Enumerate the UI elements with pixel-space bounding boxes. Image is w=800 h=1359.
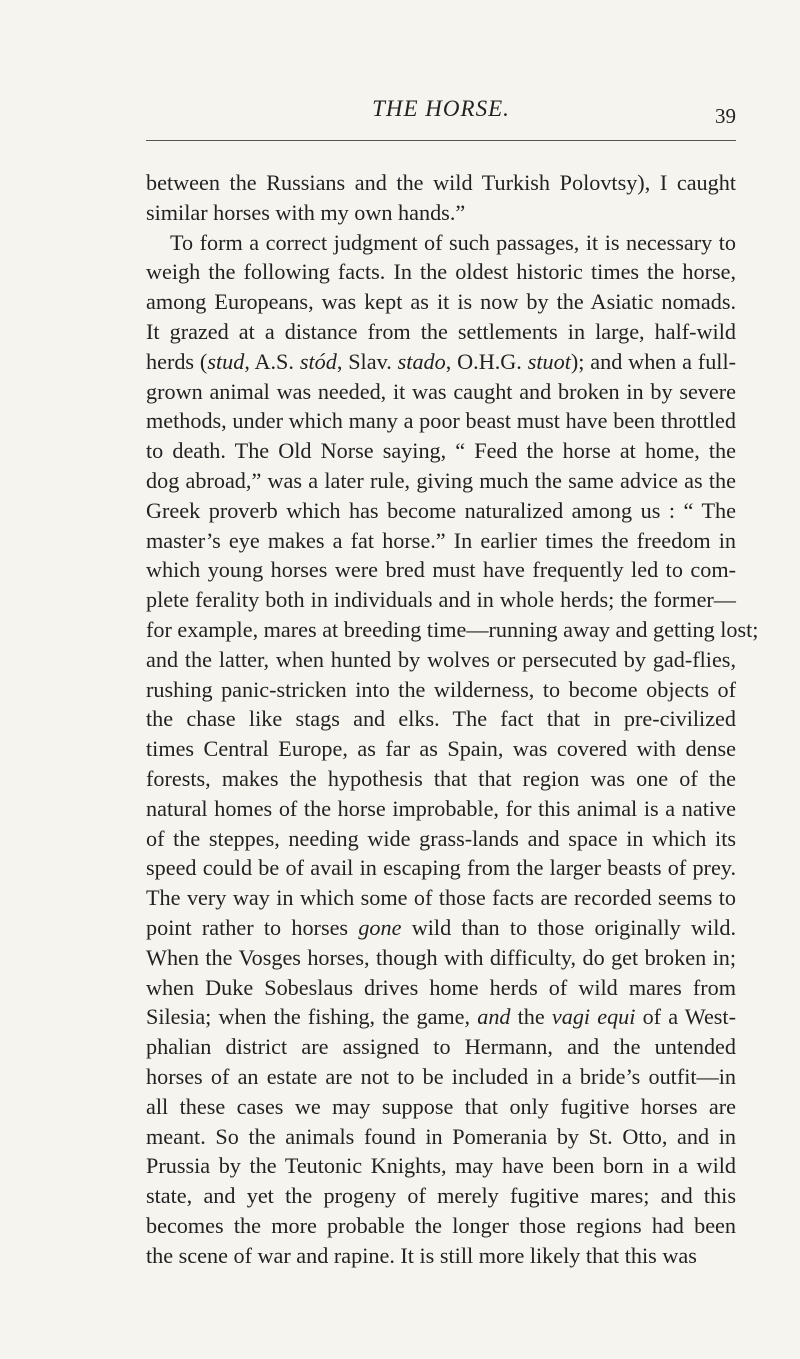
text-line bbox=[146, 466, 736, 496]
italic-text: stód bbox=[299, 348, 337, 374]
text-line bbox=[146, 1002, 736, 1032]
text-line bbox=[146, 436, 736, 466]
text-line bbox=[146, 585, 736, 615]
text-line bbox=[146, 317, 736, 347]
text-run: for example, mares at breeding time—running away and getting lost; bbox=[146, 616, 759, 642]
text-line bbox=[146, 615, 759, 645]
text-run: To form a correct judgment of such passages, it is necessary to bbox=[170, 229, 736, 255]
running-title: THE HORSE. bbox=[372, 96, 510, 121]
text-line bbox=[146, 1241, 736, 1271]
text-line bbox=[146, 824, 736, 854]
text-run: which young horses were bred must have frequently led to com- bbox=[146, 557, 736, 583]
italic-text: stuot bbox=[527, 348, 571, 374]
text-run: , A.S. bbox=[244, 348, 300, 374]
text-run: Silesia; when the fishing, the game, bbox=[146, 1004, 478, 1030]
text-line bbox=[146, 228, 736, 258]
text-run: of a West- bbox=[635, 1004, 736, 1030]
text-run: the chase like stags and elks. The fact that in pre-civilized bbox=[146, 706, 736, 732]
italic-text: vagi equi bbox=[551, 1004, 636, 1030]
text-run: becomes the more probable the longer those regions had been bbox=[146, 1212, 736, 1238]
text-run: , O.H.G. bbox=[445, 348, 528, 374]
text-run: Prussia by the Teutonic Knights, may have been born in a wild bbox=[146, 1153, 736, 1179]
text-run: grown animal was needed, it was caught and broken in by severe bbox=[146, 378, 736, 404]
text-line bbox=[146, 1151, 736, 1181]
text-line bbox=[146, 913, 736, 943]
italic-text: gone bbox=[358, 914, 402, 940]
text-run: the scene of war and rapine. It is still more likely that this was bbox=[146, 1242, 697, 1268]
text-line bbox=[146, 645, 736, 675]
text-line bbox=[146, 1032, 736, 1062]
text-run: state, and yet the progeny of merely fugitive mares; and this bbox=[146, 1183, 736, 1209]
text-line bbox=[146, 287, 736, 317]
text-line bbox=[146, 377, 736, 407]
text-line bbox=[146, 1181, 736, 1211]
text-line bbox=[146, 1062, 736, 1092]
text-line bbox=[146, 1211, 736, 1241]
text-run: herds ( bbox=[146, 348, 208, 374]
text-line bbox=[146, 1122, 736, 1152]
text-line bbox=[146, 973, 736, 1003]
text-run: plete ferality both in individuals and in whole herds; the former— bbox=[146, 587, 736, 613]
text-line bbox=[146, 675, 736, 705]
text-run: phalian district are assigned to Hermann, and the untended bbox=[146, 1034, 736, 1060]
text-run: of the steppes, needing wide grass-lands and space in which its bbox=[146, 825, 736, 851]
text-line bbox=[146, 704, 736, 734]
text-line bbox=[146, 526, 736, 556]
italic-text: stado bbox=[397, 348, 446, 374]
text-run: meant. So the animals found in Pomerania by St. Otto, and in bbox=[146, 1123, 736, 1149]
text-run: wild than to those originally wild. bbox=[401, 914, 737, 940]
text-line bbox=[146, 347, 736, 377]
text-line bbox=[146, 496, 736, 526]
text-run: the bbox=[510, 1004, 552, 1030]
text-line bbox=[146, 883, 736, 913]
text-run: when Duke Sobeslaus drives home herds of wild mares from bbox=[146, 974, 736, 1000]
text-run: similar horses with my own hands.” bbox=[146, 199, 466, 225]
text-run: forests, makes the hypothesis that that region was one of the bbox=[146, 765, 736, 791]
text-run: , Slav. bbox=[336, 348, 398, 374]
text-run: master’s eye makes a fat horse.” In earlier times the freedom in bbox=[146, 527, 736, 553]
text-run: among Europeans, was kept as it is now by the Asiatic nomads. bbox=[146, 289, 736, 315]
text-line bbox=[146, 198, 736, 228]
text-run: weigh the following facts. In the oldest historic times the horse, bbox=[146, 259, 736, 285]
text-line bbox=[146, 257, 736, 287]
header-rule bbox=[146, 140, 736, 141]
text-run: methods, under which many a poor beast must have been throttled bbox=[146, 408, 736, 434]
text-run: point rather to horses bbox=[146, 914, 359, 940]
italic-text: stud bbox=[207, 348, 245, 374]
italic-text: and bbox=[477, 1004, 511, 1030]
text-run: horses of an estate are not to be included in a bride’s outfit—in bbox=[146, 1063, 736, 1089]
text-run: natural homes of the horse improbable, for this animal is a native bbox=[146, 795, 736, 821]
text-run: When the Vosges horses, though with difficulty, do get broken in; bbox=[146, 944, 736, 970]
text-line bbox=[146, 853, 736, 883]
text-run: The very way in which some of those facts are recorded seems to bbox=[146, 885, 736, 911]
page-number: 39 bbox=[715, 104, 736, 128]
text-run: to death. The Old Norse saying, “ Feed the horse at home, the bbox=[146, 438, 736, 464]
text-line bbox=[146, 943, 736, 973]
text-line bbox=[146, 734, 736, 764]
text-run: Greek proverb which has become naturalized among us : “ The bbox=[146, 497, 736, 523]
text-line bbox=[146, 794, 736, 824]
text-run: ); and when a full- bbox=[570, 348, 737, 374]
text-line bbox=[146, 406, 736, 436]
text-line bbox=[146, 764, 736, 794]
body-text bbox=[146, 168, 759, 1270]
text-line bbox=[146, 168, 736, 198]
text-run: all these cases we may suppose that only fugitive horses are bbox=[146, 1093, 736, 1119]
text-run: rushing panic-stricken into the wilderness, to become objects of bbox=[146, 676, 736, 702]
text-line bbox=[146, 1092, 736, 1122]
text-run: dog abroad,” was a later rule, giving much the same advice as the bbox=[146, 467, 736, 493]
page-header bbox=[146, 96, 736, 136]
text-run: and the latter, when hunted by wolves or persecuted by gad-flies, bbox=[146, 646, 736, 672]
text-line bbox=[146, 555, 736, 585]
text-run: between the Russians and the wild Turkish Polovtsy), I caught bbox=[146, 170, 736, 195]
text-run: It grazed at a distance from the settlements in large, half-wild bbox=[146, 318, 736, 344]
text-run: times Central Europe, as far as Spain, was covered with dense bbox=[146, 736, 736, 762]
text-run: speed could be of avail in escaping from the larger beasts of prey. bbox=[146, 855, 736, 881]
